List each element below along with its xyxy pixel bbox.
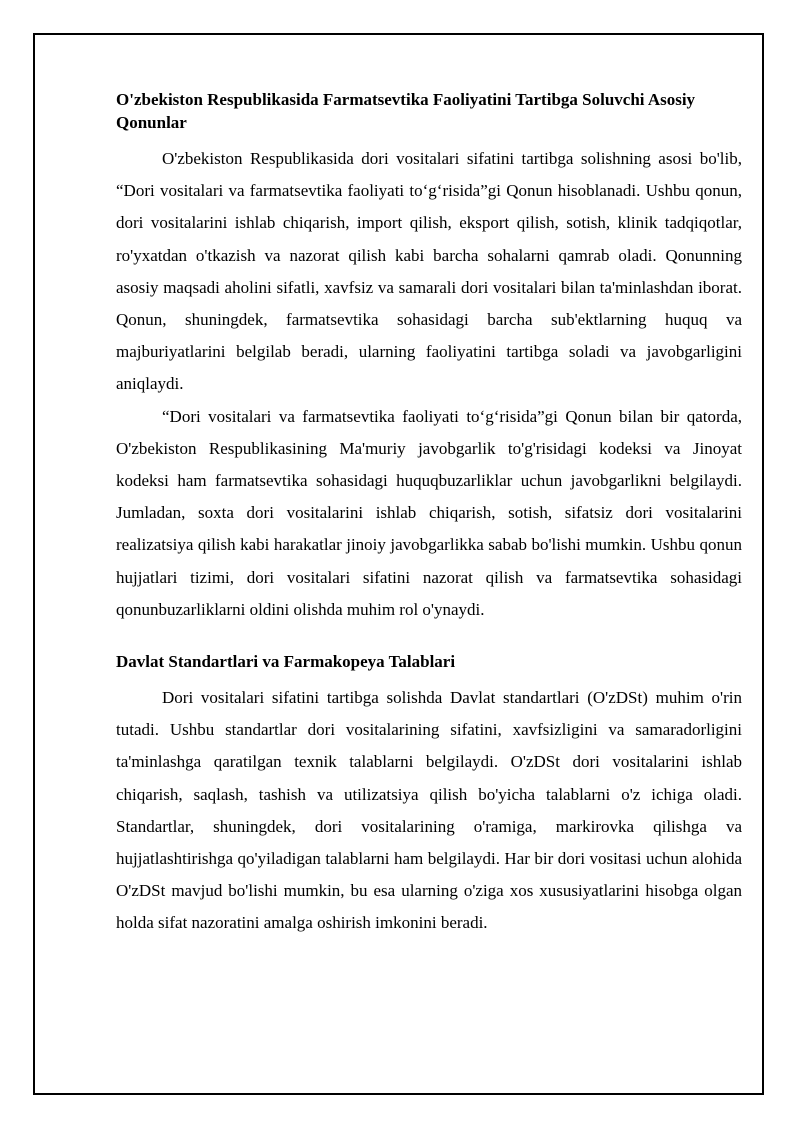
paragraph-codes-liability: “Dori vositalari va farmatsevtika faoliyati to‘g‘risida”gi Qonun bilan bir qatorda, O'zbekiston Respublikasining Ma'muriy javobgarlik to'g'risidagi kodeksi va Jinoyat kodeksi ham farmatsevtika sohasidagi huquqbuzarliklar uchun javobgarlikni belgilaydi. Jumladan, soxta dori vositalarini ishlab chiqarish, sotish, sifatsiz dori vositalarini realizatsiya qilish kabi harakatlar jinoiy javobgarlikka sabab bo'lishi mumkin. Ushbu qonun hujjatlari tizimi, dori vositalari sifatini nazorat qilish va farmatsevtika sohasidagi qonunbuzarliklarni oldini olishda muhim rol o'ynaydi. bbox=[116, 406, 742, 619]
paragraph-law-overview: O'zbekiston Respublikasida dori vositalari sifatini tartibga solishning asosi bo'lib, “Dori vositalari va farmatsevtika faoliyati to‘g‘risida”gi Qonun hisoblanadi. Ushbu qonun, dori vositalarini ishlab chiqarish, import qilish, eksport qilish, sotish, klinik tadqiqotlar, ro'yxatdan o'tkazish va nazorat qilish kabi barcha sohalarni qamrab oladi. Qonunning asosiy maqsadi aholini sifatli, xavfsiz va samarali dori vositalari bilan ta'minlashdan iborat. Qonun, shuningdek, farmatsevtika sohasidagi barcha sub'ektlarning huquq va majburiyatlarini belgilab beradi, ularning faoliyatini tartibga soladi va javobgarligini aniqlaydi. bbox=[116, 149, 742, 394]
section-heading-laws: O'zbekiston Respublikasida Farmatsevtika Faoliyatini Tartibga Soluvchi Asosiy Qonunlar bbox=[116, 90, 696, 132]
document-body bbox=[116, 88, 742, 940]
paragraph-state-standards: Dori vositalari sifatini tartibga solishda Davlat standartlari (O'zDSt) muhim o'rin tutadi. Ushbu standartlar dori vositalarining sifatini, xavfsizligini va samaradorligini ta'minlashga qaratilgan texnik talablarni belgilaydi. O'zDSt dori vositalarini ishlab chiqarish, saqlash, tashish va utilizatsiya qilish bo'yicha talablarni o'z ichiga oladi. Standartlar, shuningdek, dori vositalarining o'ramiga, markirovka qilishga va hujjatlashtirishga qo'yiladigan talablarni ham belgilaydi. Har bir dori vositasi uchun alohida O'zDSt mavjud bo'lishi mumkin, bu esa ularning o'ziga xos xususiyatlarini hisobga olgan holda sifat nazoratini amalga oshirish imkonini beradi. bbox=[116, 688, 742, 933]
section-heading-standards: Davlat Standartlari va Farmakopeya Talablari bbox=[116, 652, 456, 672]
